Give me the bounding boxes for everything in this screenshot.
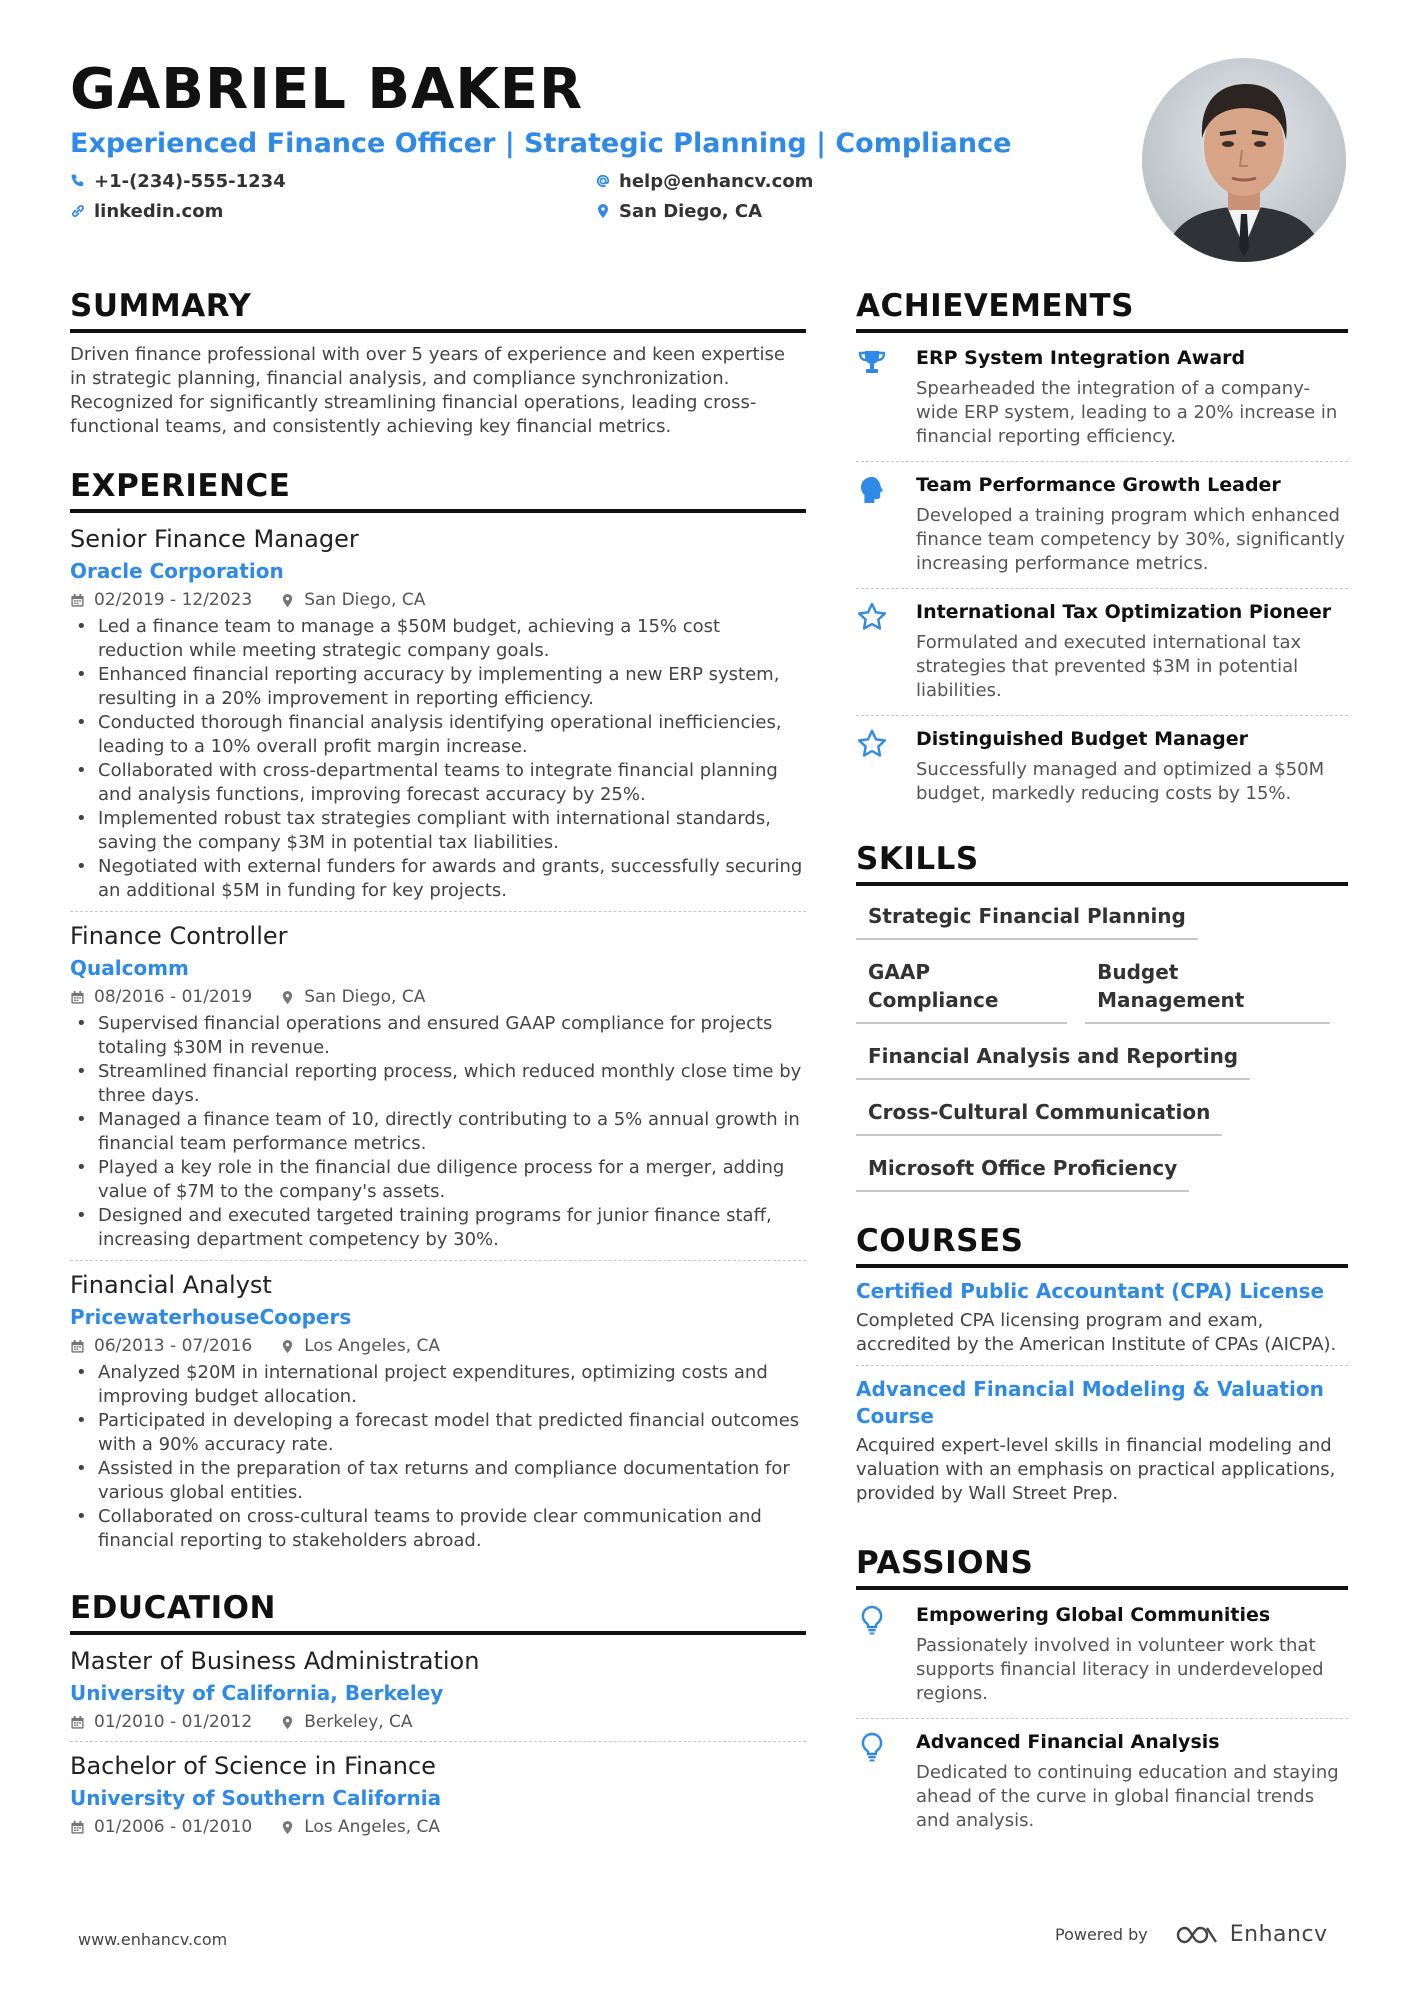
achievement-item (856, 589, 1348, 716)
job-bullet: • Enhanced financial reporting accuracy by implementing a new ERP system, resulting in a 20% improvement in reporting efficiency. (70, 663, 806, 711)
education-location: Berkeley, CA (304, 1712, 413, 1732)
job-bullets (70, 1361, 806, 1553)
job-company: PricewaterhouseCoopers (70, 1305, 352, 1329)
skills-list (856, 896, 1348, 1192)
achievement-desc: Formulated and executed international tax strategies that prevented $3M in potential liabilities. (916, 632, 1302, 701)
location-pin-icon (595, 203, 611, 219)
footer-website[interactable]: www.enhancv.com (78, 1930, 228, 1949)
course-title: Advanced Financial Modeling & Valuation Course (856, 1377, 1324, 1428)
contact-phone (70, 168, 595, 194)
linkedin-text: linkedin.com (94, 200, 224, 222)
link-icon (70, 203, 86, 219)
skill-tag: Budget Management (1085, 952, 1330, 1024)
location-pin-icon (280, 593, 295, 608)
job-bullet: • Participated in developing a forecast model that predicted financial outcomes with a 90% accuracy rate. (70, 1409, 806, 1457)
calendar-icon (70, 1339, 85, 1354)
phone-icon (70, 173, 86, 189)
job-meta (70, 984, 806, 1010)
course-item (856, 1376, 1348, 1514)
skill-tag: Financial Analysis and Reporting (856, 1036, 1250, 1080)
achievement-title: ERP System Integration Award (916, 347, 1246, 369)
job-dates: 06/2013 - 07/2016 (94, 1336, 253, 1356)
experience-item (70, 523, 806, 912)
job-bullet: • Played a key role in the financial due diligence process for a merger, adding value of $7M to the company's assets. (70, 1156, 806, 1204)
powered-by-text: Powered by (1055, 1925, 1148, 1944)
degree-title: Bachelor of Science in Finance (70, 1752, 436, 1780)
education-heading: EDUCATION (70, 1587, 806, 1635)
contact-email[interactable] (595, 168, 995, 194)
summary-text: Driven finance professional with over 5 years of experience and keen expertise in strategic planning, financial analysis, and compliance synchronization. Recognized for significantly streamlining financial operations, leading cross-functional teams, and consistently achieving key financial metrics. (70, 344, 786, 437)
experience-item (70, 920, 806, 1261)
job-dates: 02/2019 - 12/2023 (94, 590, 253, 610)
skill-tag: Cross-Cultural Communication (856, 1092, 1222, 1136)
education-location: Los Angeles, CA (304, 1817, 441, 1837)
job-title: Financial Analyst (70, 1271, 272, 1299)
skills-heading: SKILLS (856, 838, 1348, 886)
job-meta (70, 1333, 806, 1359)
job-location: San Diego, CA (304, 590, 426, 610)
education-item (70, 1645, 806, 1742)
candidate-name: GABRIEL BAKER (70, 57, 584, 122)
candidate-tagline: Experienced Finance Officer | Strategic Planning | Compliance (70, 128, 1012, 159)
job-bullet: • Collaborated with cross-departmental teams to integrate financial planning and analysis functions, improving forecast accuracy by 25%. (70, 759, 806, 807)
profile-photo (1142, 58, 1346, 262)
job-bullet: • Streamlined financial reporting process, which reduced monthly close time by three days. (70, 1060, 806, 1108)
job-bullet: • Designed and executed targeted training programs for junior finance staff, increasing department competency by 30%. (70, 1204, 806, 1252)
achievement-desc: Developed a training program which enhanced finance team competency by 30%, significantly increasing performance metrics. (916, 505, 1345, 574)
phone-text: +1-(234)-555-1234 (94, 170, 286, 192)
job-bullet: • Conducted thorough financial analysis identifying operational inefficiencies, leading to a 10% overall profit margin increase. (70, 711, 806, 759)
job-bullet: • Collaborated on cross-cultural teams to provide clear communication and financial reporting to stakeholders abroad. (70, 1505, 806, 1553)
calendar-icon (70, 593, 85, 608)
right-column (856, 285, 1348, 1845)
head-icon (856, 474, 888, 506)
job-bullet: • Negotiated with external funders for awards and grants, successfully securing an additional $5M in funding for key projects. (70, 855, 806, 903)
job-dates: 08/2016 - 01/2019 (94, 987, 253, 1007)
calendar-icon (70, 1715, 85, 1730)
job-bullet: • Implemented robust tax strategies compliant with international standards, saving the company $3M in potential tax liabilities. (70, 807, 806, 855)
location-pin-icon (280, 1715, 295, 1730)
location-pin-icon (280, 1820, 295, 1835)
job-bullet: • Managed a finance team of 10, directly contributing to a 5% annual growth in financial team performance metrics. (70, 1108, 806, 1156)
experience-item (70, 1269, 806, 1561)
location-text: San Diego, CA (619, 200, 763, 222)
contact-linkedin[interactable] (70, 198, 595, 224)
email-text: help@enhancv.com (619, 170, 814, 192)
enhancv-logo-icon (1174, 1923, 1220, 1947)
job-bullet: • Supervised financial operations and ensured GAAP compliance for projects totaling $30M in revenue. (70, 1012, 806, 1060)
achievement-title: Team Performance Growth Leader (916, 474, 1281, 496)
achievement-title: Distinguished Budget Manager (916, 728, 1249, 750)
left-column (70, 285, 806, 1854)
course-item (856, 1278, 1348, 1366)
school-name: University of California, Berkeley (70, 1681, 444, 1705)
passion-title: Advanced Financial Analysis (916, 1731, 1220, 1753)
education-meta (70, 1814, 806, 1840)
passion-item (856, 1592, 1348, 1719)
job-title: Finance Controller (70, 922, 288, 950)
job-bullet: • Led a finance team to manage a $50M budget, achieving a 15% cost reduction while meeting strategic company goals. (70, 615, 806, 663)
at-icon (595, 173, 611, 189)
trophy-icon (856, 347, 888, 379)
calendar-icon (70, 990, 85, 1005)
degree-title: Master of Business Administration (70, 1647, 480, 1675)
job-location: Los Angeles, CA (304, 1336, 441, 1356)
skill-tag: GAAP Compliance (856, 952, 1067, 1024)
job-bullets (70, 615, 806, 903)
job-meta (70, 587, 806, 613)
experience-heading: EXPERIENCE (70, 465, 806, 513)
course-title: Certified Public Accountant (CPA) License (856, 1279, 1325, 1303)
education-meta (70, 1709, 806, 1735)
contact-info (70, 168, 1110, 224)
job-title: Senior Finance Manager (70, 525, 359, 553)
lightbulb-icon (856, 1731, 888, 1763)
star-icon (856, 728, 888, 760)
job-company: Qualcomm (70, 956, 189, 980)
achievements-heading: ACHIEVEMENTS (856, 285, 1348, 333)
achievement-desc: Spearheaded the integration of a company-wide ERP system, leading to a 20% increase in financial reporting efficiency. (916, 378, 1338, 447)
star-icon (856, 601, 888, 633)
passion-title: Empowering Global Communities (916, 1604, 1271, 1626)
job-bullets (70, 1012, 806, 1252)
job-bullet: • Assisted in the preparation of tax returns and compliance documentation for various global entities. (70, 1457, 806, 1505)
passion-desc: Passionately involved in volunteer work that supports financial literacy in underdeveloped regions. (916, 1635, 1324, 1704)
job-company: Oracle Corporation (70, 559, 284, 583)
summary-heading: SUMMARY (70, 285, 806, 333)
resume-header (70, 58, 1110, 224)
education-dates: 01/2006 - 01/2010 (94, 1817, 253, 1837)
achievement-title: International Tax Optimization Pioneer (916, 601, 1332, 623)
calendar-icon (70, 1820, 85, 1835)
skill-tag: Microsoft Office Proficiency (856, 1148, 1189, 1192)
passion-desc: Dedicated to continuing education and staying ahead of the curve in global financial trends and analysis. (916, 1762, 1339, 1831)
course-desc: Completed CPA licensing program and exam, accredited by the American Institute of CPAs (AICPA). (856, 1310, 1337, 1355)
job-location: San Diego, CA (304, 987, 426, 1007)
skill-tag: Strategic Financial Planning (856, 896, 1198, 940)
job-bullet: • Analyzed $20M in international project expenditures, optimizing costs and improving budget allocation. (70, 1361, 806, 1409)
achievement-item (856, 335, 1348, 462)
education-dates: 01/2010 - 01/2012 (94, 1712, 253, 1732)
achievement-desc: Successfully managed and optimized a $50M budget, markedly reducing costs by 15%. (916, 759, 1325, 804)
location-pin-icon (280, 1339, 295, 1354)
passion-item (856, 1719, 1348, 1845)
lightbulb-icon (856, 1604, 888, 1636)
passions-heading: PASSIONS (856, 1542, 1348, 1590)
courses-heading: COURSES (856, 1220, 1348, 1268)
education-item (70, 1750, 806, 1846)
school-name: University of Southern California (70, 1786, 442, 1810)
course-desc: Acquired expert-level skills in financial modeling and valuation with an emphasis on practical applications, provided by Wall Street Prep. (856, 1435, 1336, 1504)
footer-powered-by (1055, 1922, 1328, 1947)
achievement-item (856, 462, 1348, 589)
contact-location (595, 198, 995, 224)
achievement-item (856, 716, 1348, 818)
location-pin-icon (280, 990, 295, 1005)
brand-name: Enhancv (1229, 1922, 1328, 1947)
